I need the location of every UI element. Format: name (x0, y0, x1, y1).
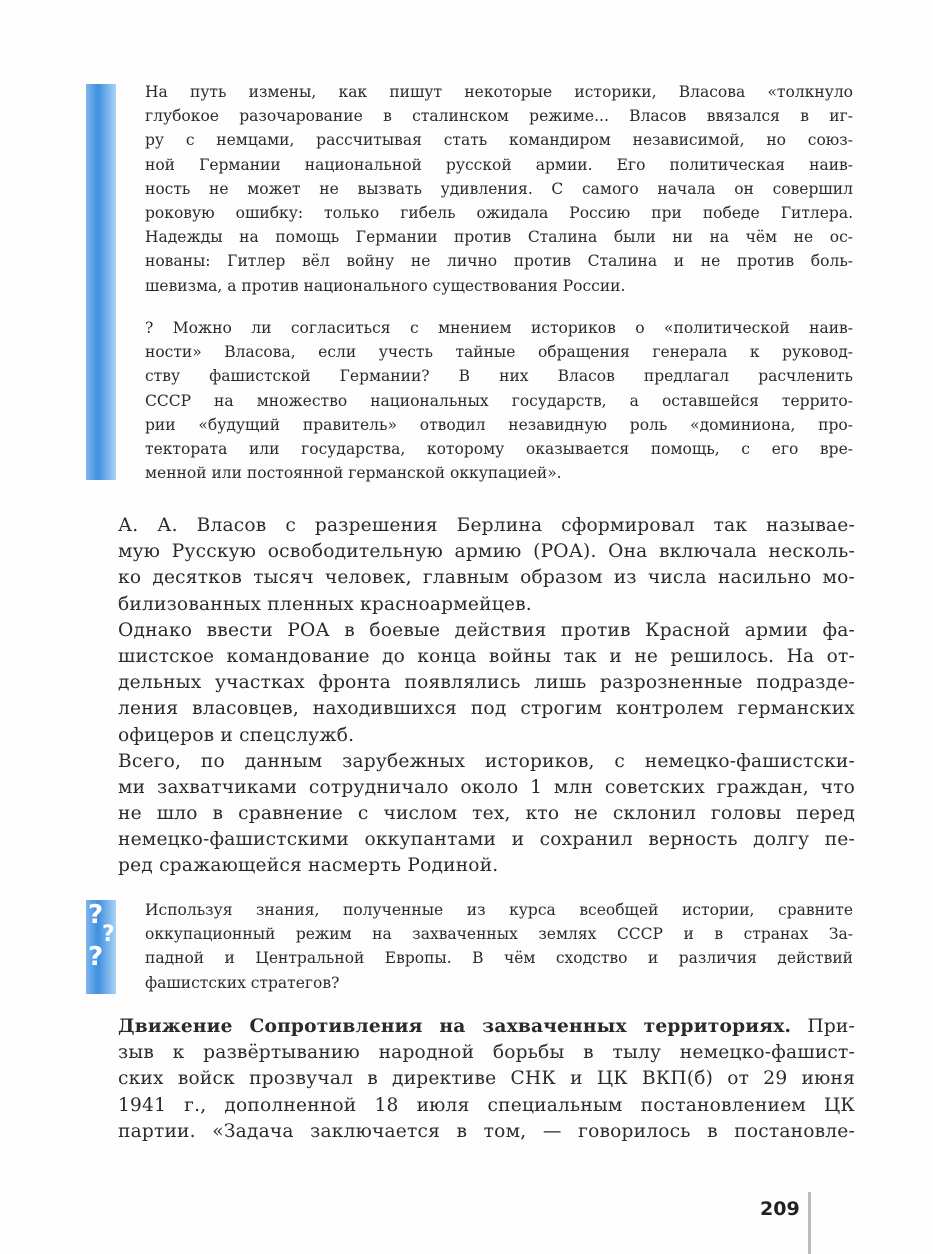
question-line: ности» Власова, если учесть тайные обращения генерала к руковод- (145, 343, 853, 362)
body-line: Однако ввести РОА в боевые действия против Красной армии фа- (118, 619, 855, 641)
body-line: ред сражающейся насмерть Родиной. (118, 855, 499, 877)
body-line: шистское командование до конца войны так и не решилось. На от- (118, 645, 855, 667)
quote-line: На путь измены, как пишут некоторые историки, Власова «толкнуло (145, 83, 853, 101)
body-line: офицеров и спецслужб. (118, 724, 355, 746)
body-line: билизованных пленных красноармейцев. (118, 593, 532, 615)
section-heading: Движение Сопротивления на захваченных территориях. (118, 1016, 792, 1037)
quote-line: шевизма, а против национального существования России. (145, 276, 626, 295)
task-line: фашистских стратегов? (145, 973, 340, 992)
page-number: 209 (760, 1198, 800, 1220)
question-line: ству фашистской Германии? В них Власов предлагал расчленить (145, 367, 853, 386)
question-line: менной или постоянной германской оккупацией». (145, 464, 562, 483)
quote-line: нованы: Гитлер вёл войну не лично против Сталина и не против боль- (145, 252, 853, 271)
body-line: А. А. Власов с разрешения Берлина сформировал так называе- (118, 515, 855, 536)
quote-line: Надежды на помощь Германии против Сталина были ни на чём не ос- (145, 228, 853, 247)
section-line: 1941 г., дополненной 18 июля специальным постановлением ЦК (118, 1094, 855, 1116)
comparison-task (145, 898, 853, 995)
body-line: ми захватчиками сотрудничало около 1 млн советских граждан, что (118, 776, 855, 798)
body-line: немецко-фашистскими оккупантами и сохранил верность долгу пе- (118, 829, 855, 851)
section-first-line (118, 1014, 855, 1040)
quote-question (145, 316, 853, 485)
task-line: Используя знания, полученные из курса всеобщей истории, сравните (145, 901, 853, 919)
question-line: СССР на множество национальных государств, а оставшейся террито- (145, 391, 853, 410)
question-line: ? Можно ли согласиться с мнением историков о «политической наив- (145, 319, 853, 337)
body-line: не шло в сравнение с числом тех, кто не склонил головы перед (118, 803, 855, 825)
quote-line: ной Германии национальной русской армии. Его политическая наив- (145, 155, 853, 174)
section-line: ских войск прозвучал в директиве СНК и ЦК ВКП(б) от 29 июня (118, 1068, 855, 1090)
page-edge-divider (808, 1192, 811, 1254)
section-line: зыв к развёртыванию народной борьбы в тылу немецко-фашист- (118, 1042, 855, 1064)
quote-line: роковую ошибку: только гибель ожидала Россию при победе Гитлера. (145, 203, 853, 222)
quote-sidebar-bar (86, 84, 116, 480)
quote-line: ру с немцами, рассчитывая стать командиром независимой, но союз- (145, 131, 853, 150)
body-line: Всего, по данным зарубежных историков, с немецко-фашистски- (118, 750, 855, 772)
quote-line: ность не может не вызвать удивления. С самого начала он совершил (145, 179, 853, 198)
resistance-section (118, 1014, 855, 1145)
body-line: мую Русскую освободительную армию (РОА). Она включала несколь- (118, 541, 855, 563)
section-line: При- (807, 1016, 855, 1037)
body-text (118, 513, 855, 880)
body-line: дельных участках фронта появлялись лишь разрозненные подразде- (118, 672, 855, 694)
question-marks-icon: ? ? ? (88, 900, 115, 972)
task-line: оккупационный режим на захваченных землях СССР и в странах За- (145, 925, 853, 944)
body-line: ления власовцев, находившихся под строгим контролем германских (118, 698, 855, 720)
quote-line: глубокое разочарование в сталинском режиме... Власов ввязался в иг- (145, 107, 853, 126)
section-line: партии. «Задача заключается в том, — говорилось в постановле- (118, 1120, 855, 1142)
question-line: тектората или государства, которому оказывается помощь, с его вре- (145, 439, 853, 458)
task-line: падной и Центральной Европы. В чём сходство и различия действий (145, 949, 853, 968)
question-line: рии «будущий правитель» отводил незавидную роль «доминиона, про- (145, 415, 853, 434)
historian-quote (145, 80, 853, 298)
body-line: ко десятков тысяч человек, главным образом из числа насильно мо- (118, 567, 855, 589)
